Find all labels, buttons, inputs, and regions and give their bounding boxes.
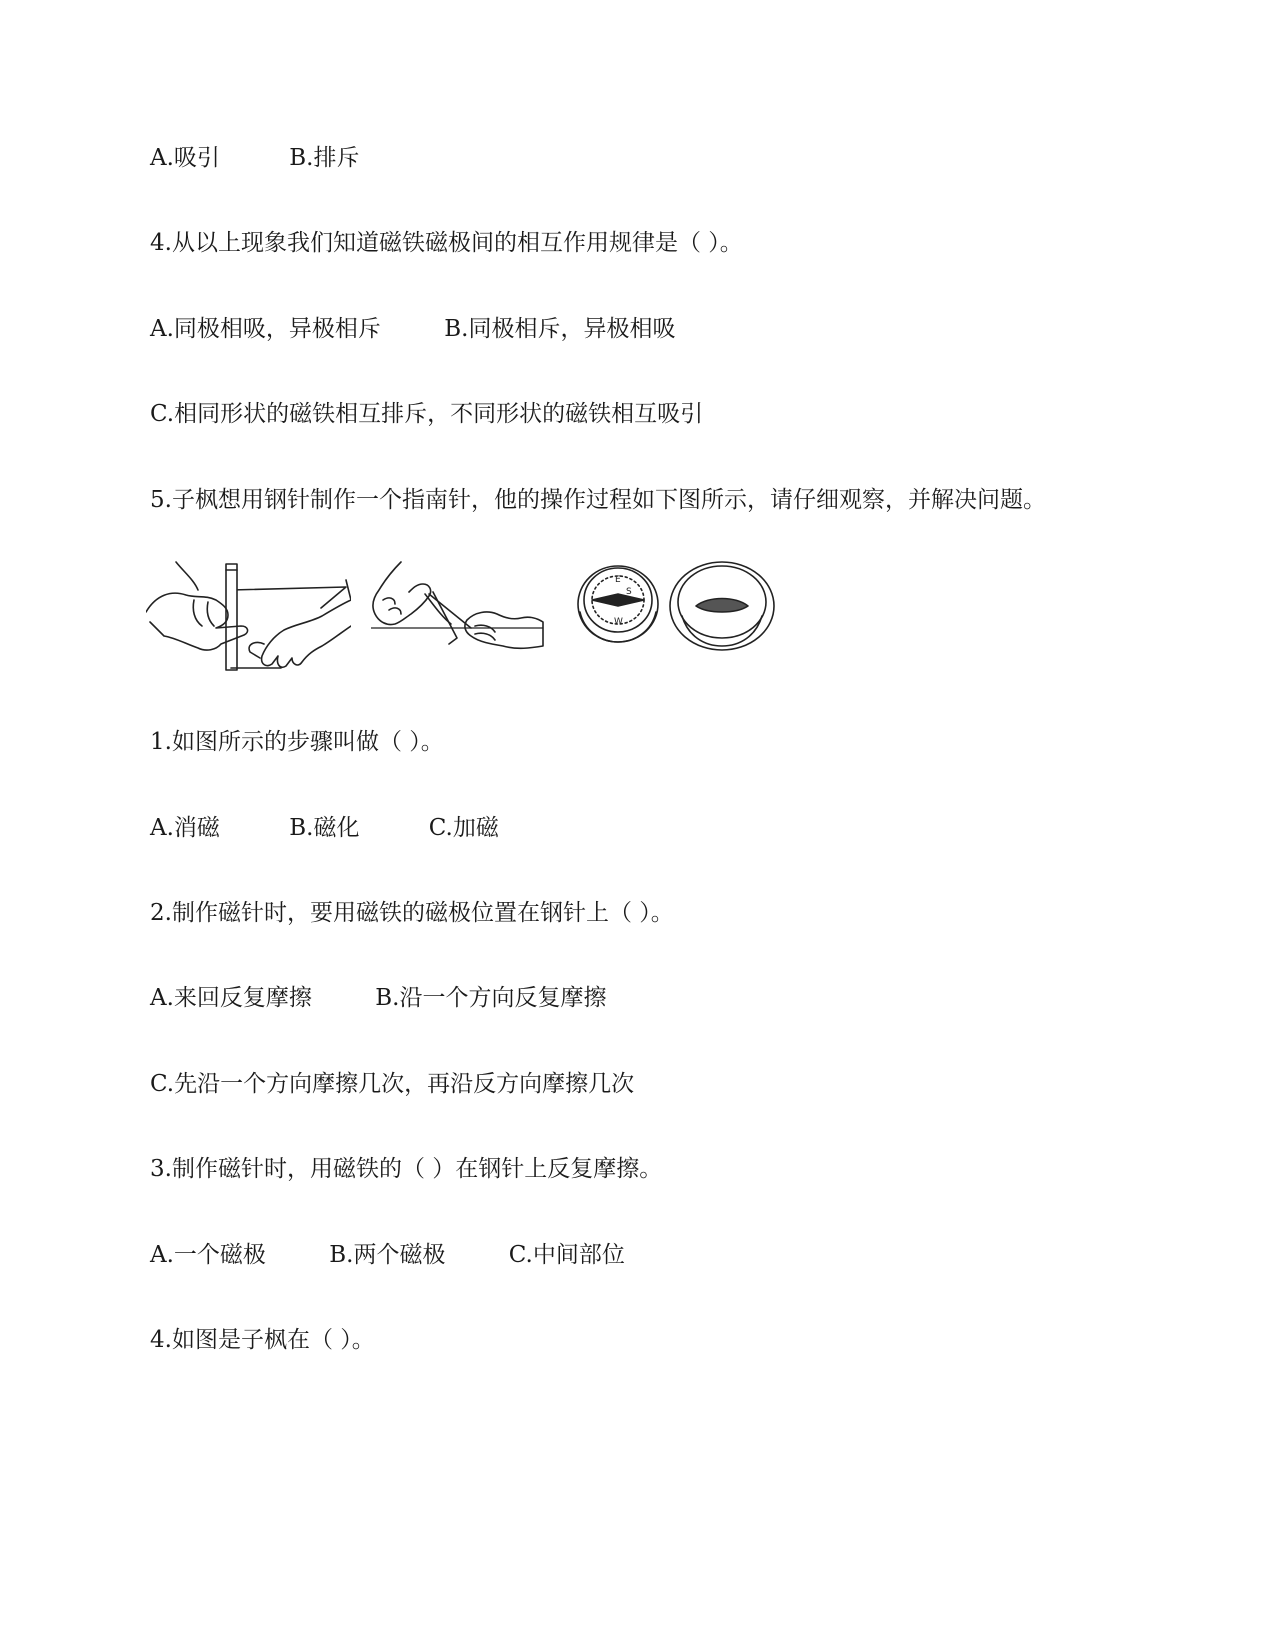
q4-options-row: [150, 314, 675, 344]
sub1-option-c: C.加磁: [428, 815, 499, 841]
sub1-options-row: [150, 813, 499, 843]
compass-letter-e: E: [615, 575, 621, 585]
compass-icon: [576, 560, 661, 645]
sub4-stem: 4.如图是子枫在（ ）。: [150, 1327, 375, 1353]
sub3-stem: 3.制作磁针时，用磁铁的（ ）在钢针上反复摩擦。: [150, 1156, 663, 1182]
q4-option-b: B.同极相斥，异极相吸: [444, 316, 676, 342]
q3-options-row: [150, 143, 359, 173]
sub2-option-b: B.沿一个方向反复摩擦: [375, 985, 607, 1011]
sub3-option-c: C.中间部位: [508, 1242, 625, 1268]
compass-letter-s: S: [626, 587, 632, 597]
sub3-option-a: A.一个磁极: [150, 1242, 266, 1268]
sub3-option-b: B.两个磁极: [329, 1242, 446, 1268]
sub2-stem: 2.制作磁针时，要用磁铁的磁极位置在钢针上（ ）。: [150, 900, 674, 926]
sub2-option-a: A.来回反复摩擦: [150, 985, 312, 1011]
q5-figure: [146, 560, 806, 710]
suspended-needle-hands-icon: [371, 560, 546, 670]
q4-stem: 4.从以上现象我们知道磁铁磁极间的相互作用规律是（ ）。: [150, 230, 743, 256]
q4-option-c: C.相同形状的磁铁相互排斥，不同形状的磁铁相互吸引: [150, 401, 704, 427]
sub1-stem: 1.如图所示的步骤叫做（ ）。: [150, 729, 444, 755]
sub1-option-a: A.消磁: [150, 815, 220, 841]
floating-needle-dish-icon: [668, 560, 776, 655]
q3-option-b: B.排斥: [289, 145, 360, 171]
q3-option-a: A.吸引: [150, 145, 220, 171]
q4-option-a: A.同极相吸，异极相斥: [150, 316, 381, 342]
sub3-options-row: [150, 1240, 625, 1270]
q5-stem: 5.子枫想用钢针制作一个指南针，他的操作过程如下图所示，请仔细观察，并解决问题。: [150, 487, 1046, 513]
sub1-option-b: B.磁化: [289, 815, 360, 841]
rubbing-needle-hands-icon: [146, 560, 351, 690]
sub2-options-row: [150, 983, 606, 1013]
sub2-option-c: C.先沿一个方向摩擦几次，再沿反方向摩擦几次: [150, 1071, 635, 1097]
compass-letter-w: W: [614, 617, 623, 627]
